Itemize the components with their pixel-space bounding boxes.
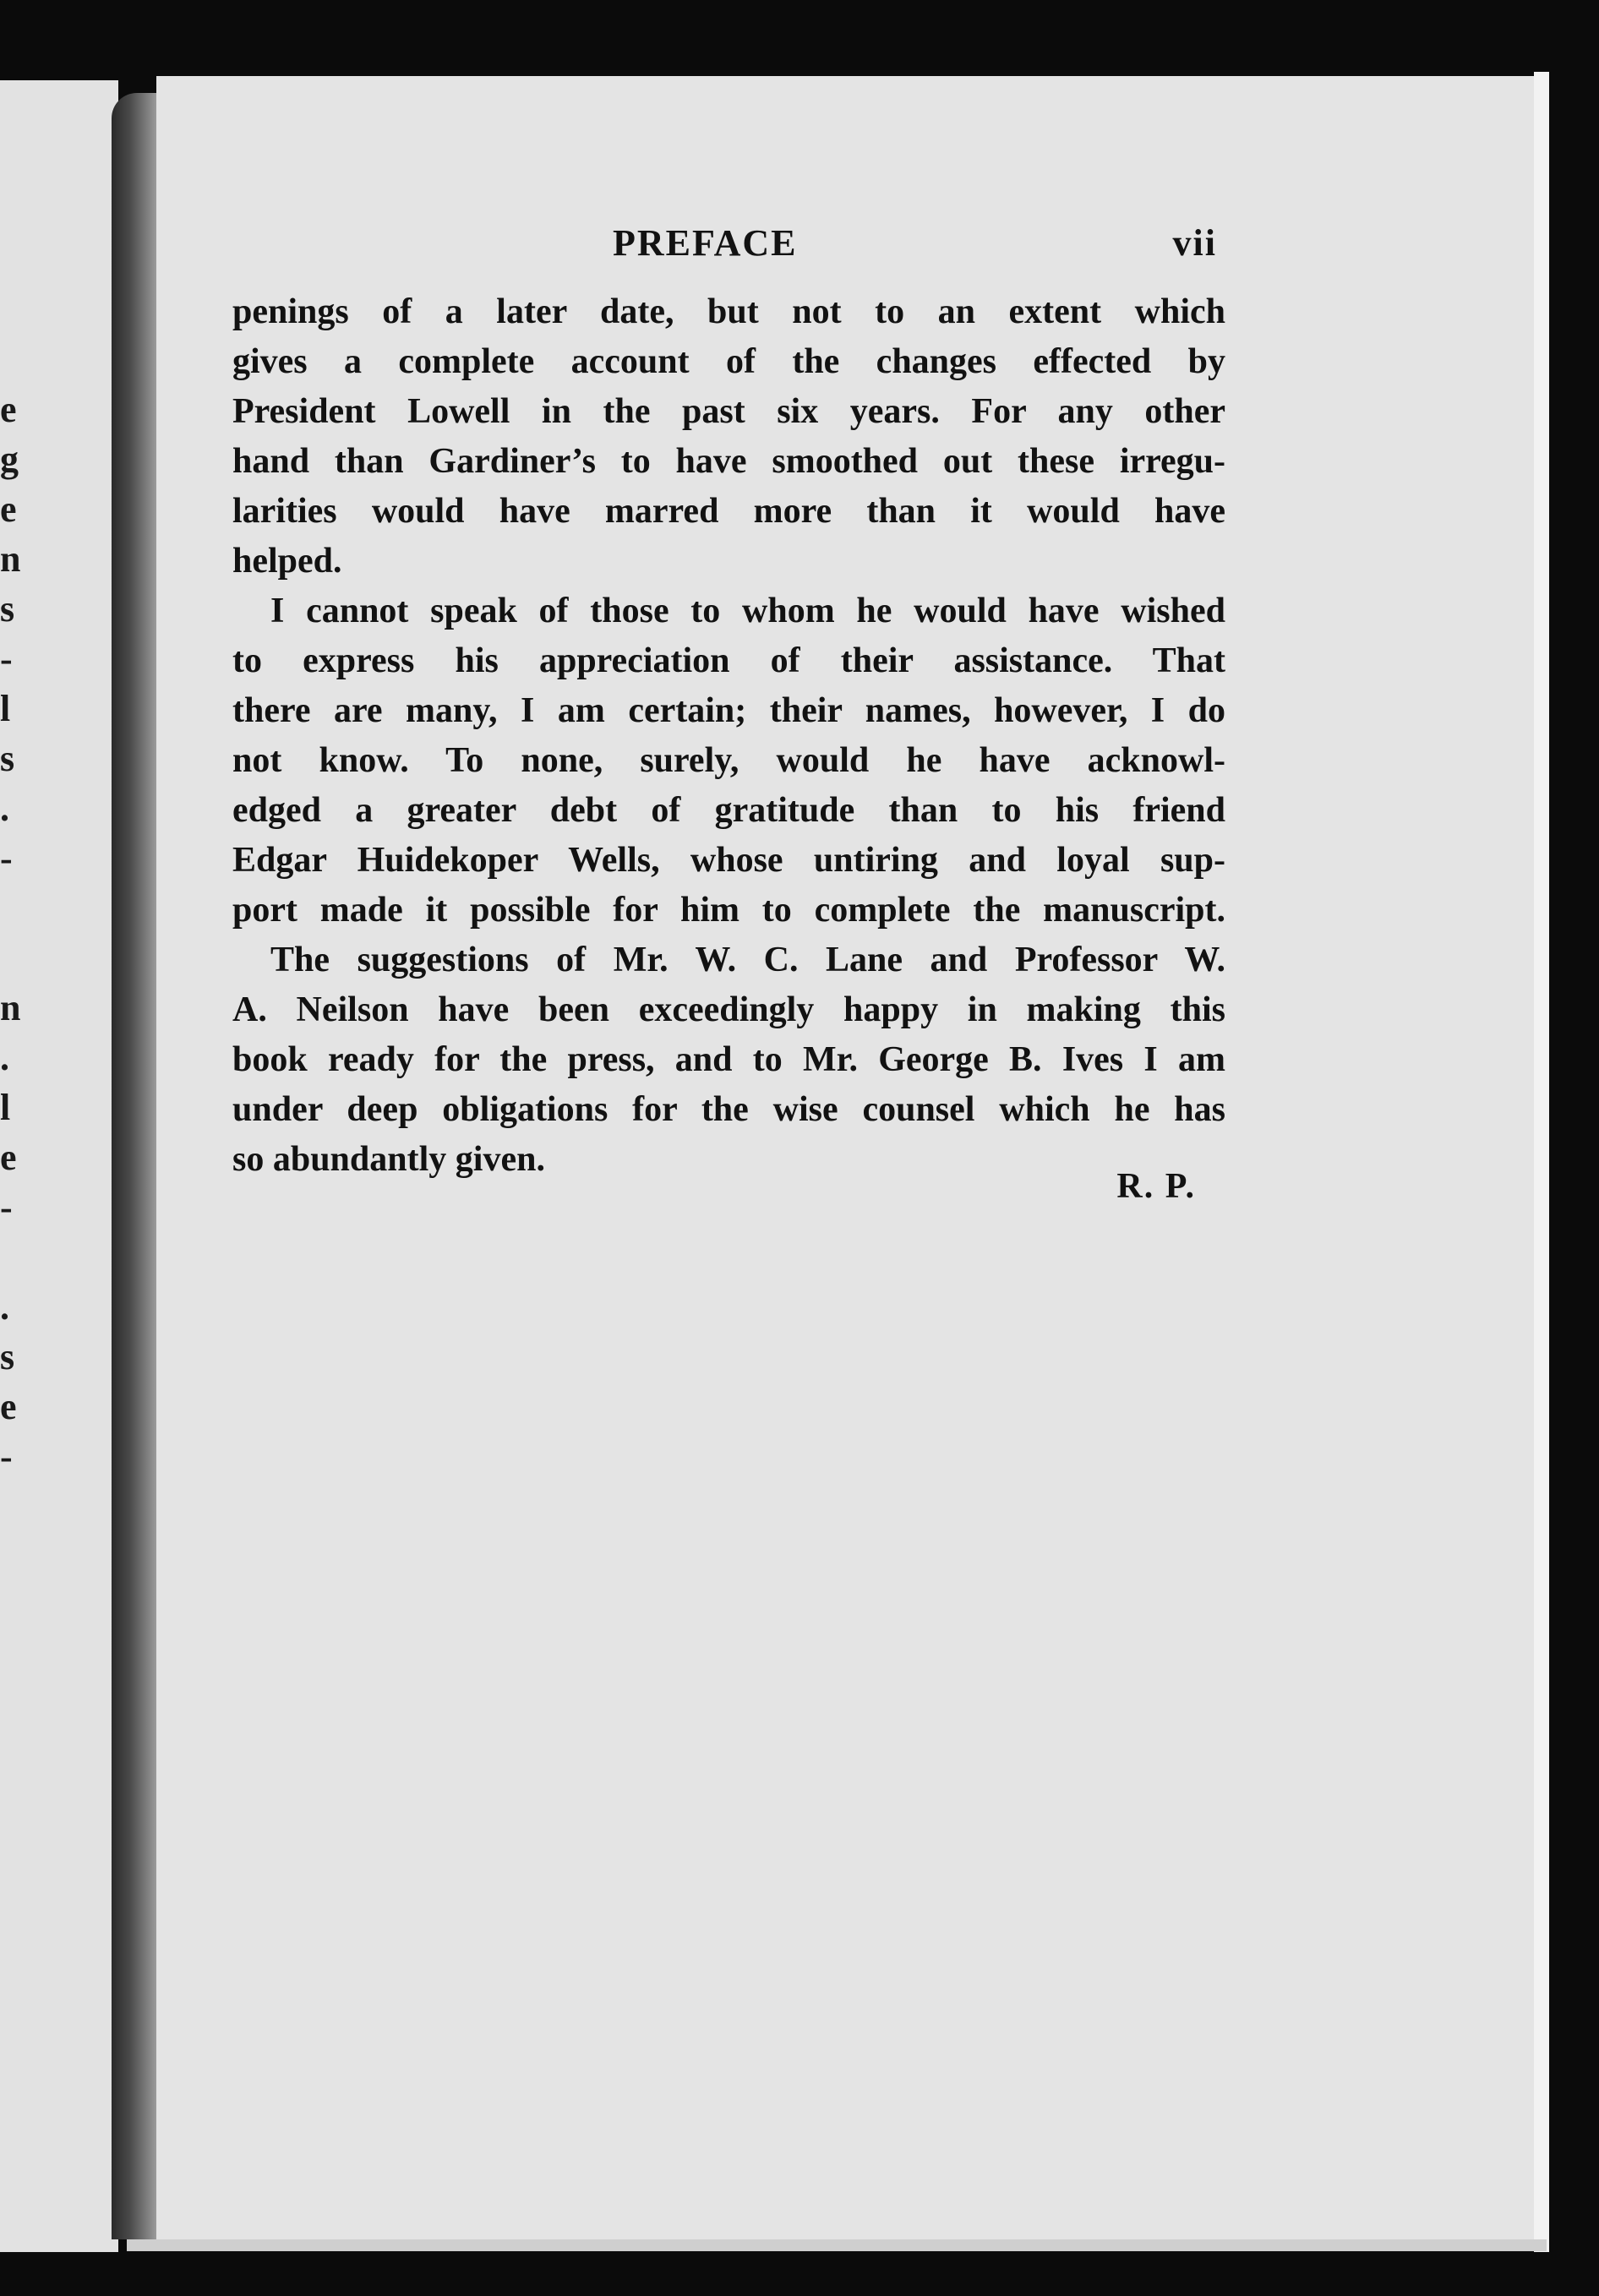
page-edge <box>1534 72 1549 2252</box>
left-page-fragment: e <box>0 1137 17 1178</box>
running-head <box>232 221 1225 272</box>
text-line: so abundantly given. <box>232 1140 545 1179</box>
page-bottom-edge <box>127 2239 1547 2251</box>
text-line: edged a greater debt of gratitude than to his friend <box>232 791 1225 830</box>
left-page-fragment: n <box>0 987 21 1028</box>
text-line: not know. To none, surely, would he have acknowl- <box>232 741 1225 780</box>
signature-initials: R. P. <box>1116 1167 1196 1206</box>
left-page-text-fragments <box>0 384 25 1481</box>
left-page-fragment: - <box>0 1186 13 1228</box>
text-line: there are many, I am certain; their names, however, I do <box>232 691 1225 730</box>
left-page-fragment: - <box>0 1436 13 1477</box>
text-line: under deep obligations for the wise counsel which he has <box>232 1090 1225 1129</box>
left-page-fragment: - <box>0 837 13 879</box>
facing-left-page <box>0 80 118 2252</box>
text-line: penings of a later date, but not to an extent which <box>232 292 1225 331</box>
left-page-fragment <box>0 883 25 933</box>
left-page-fragment: l <box>0 1087 11 1128</box>
text-line: larities would have marred more than it would have <box>232 492 1225 531</box>
text-line: Edgar Huidekoper Wells, whose untiring and loyal sup- <box>232 841 1225 880</box>
text-line: book ready for the press, and to Mr. George B. Ives I am <box>232 1040 1225 1079</box>
left-page-fragment: e <box>0 389 17 430</box>
paragraph <box>232 935 1225 1185</box>
text-line: gives a complete account of the changes effected by <box>232 342 1225 381</box>
left-page-fragment <box>0 1232 25 1282</box>
text-line: President Lowell in the past six years. For any other <box>232 392 1225 431</box>
running-head-title: PREFACE <box>613 222 798 264</box>
paragraph <box>232 586 1225 935</box>
left-page-fragment: s <box>0 588 15 630</box>
text-line: to express his appreciation of their assistance. That <box>232 641 1225 680</box>
body-text <box>232 287 1225 1185</box>
left-page-fragment <box>0 933 25 983</box>
text-line: A. Neilson have been exceedingly happy in making this <box>232 990 1225 1029</box>
left-page-fragment: . <box>0 1037 9 1078</box>
paragraph <box>232 287 1225 586</box>
left-page-fragment: l <box>0 688 11 729</box>
page-number: vii <box>1172 222 1217 264</box>
left-page-fragment: g <box>0 439 19 480</box>
left-page-fragment: s <box>0 1336 15 1377</box>
left-page-fragment: - <box>0 638 13 679</box>
left-page-fragment: e <box>0 1386 17 1427</box>
left-page-fragment: s <box>0 738 15 779</box>
left-page-fragment: . <box>0 1286 9 1328</box>
left-page-fragment: n <box>0 538 21 580</box>
text-line: port made it possible for him to complete the manuscript. <box>232 891 1225 930</box>
text-line: helped. <box>232 542 342 581</box>
left-page-fragment: e <box>0 488 17 530</box>
text-line: The suggestions of Mr. W. C. Lane and Professor W. <box>270 941 1225 979</box>
left-page-fragment: . <box>0 788 9 829</box>
text-line: I cannot speak of those to whom he would have wished <box>270 592 1225 630</box>
text-line: hand than Gardiner’s to have smoothed out these irregu- <box>232 442 1225 481</box>
